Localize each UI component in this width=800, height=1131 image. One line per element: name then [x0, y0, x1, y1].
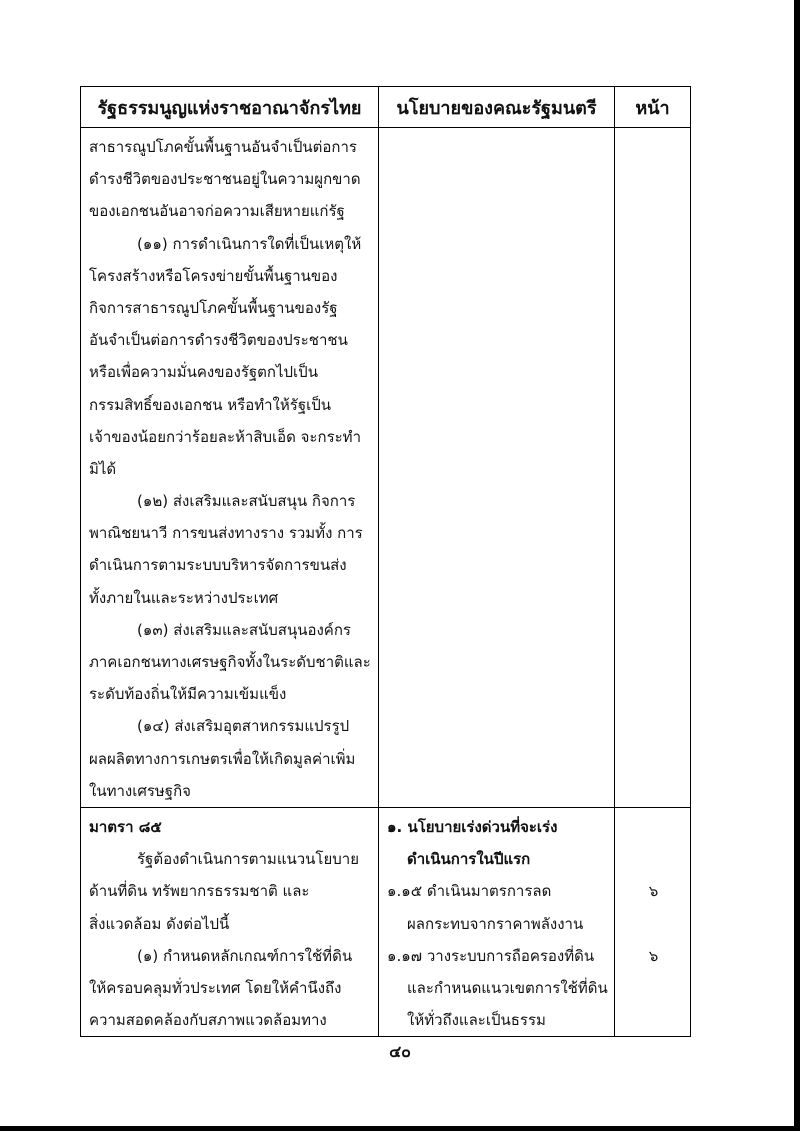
scan-edge-right — [794, 0, 800, 1131]
text-line: สาธารณูปโภคขั้นพื้นฐานอันจำเป็นต่อการ — [89, 138, 357, 156]
text-line: อันจำเป็นต่อการดำรงชีวิตของประชาชน — [89, 331, 348, 350]
text-line: ๑.๑๕ ดำเนินมาตรการลด — [387, 882, 552, 901]
text-line: กิจการสาธารณูปโภคขั้นพื้นฐานของรัฐ — [89, 298, 338, 317]
policy-heading: ดำเนินการในปีแรก — [407, 850, 531, 869]
page-ref: ๖ — [648, 946, 659, 965]
text-line: ผลกระทบจากราคาพลังงาน — [407, 914, 584, 933]
page-ref: ๖ — [648, 882, 659, 901]
text-line: (๑๓) ส่งเสริมและสนับสนุนองค์กร — [137, 620, 351, 639]
text-line: เจ้าของน้อยกว่าร้อยละห้าสิบเอ็ด จะกระทำ — [89, 427, 361, 446]
row1-constitution-cell — [81, 128, 379, 808]
text-line: ภาคเอกชนทางเศรษฐกิจทั้งในระดับชาติและ — [89, 653, 371, 671]
text-line: ด้านที่ดิน ทรัพยากรธรรมชาติ และ — [89, 882, 310, 901]
text-line: ดำรงชีวิตของประชาชนอยู่ในความผูกขาด — [89, 170, 361, 189]
text-line: และกำหนดแนวเขตการใช้ที่ดิน — [407, 978, 608, 997]
row2-constitution-cell — [81, 807, 379, 1036]
text-line: ความสอดคล้องกับสภาพแวดล้อมทาง — [89, 1011, 327, 1030]
text-line: (๑) กำหนดหลักเกณฑ์การใช้ที่ดิน — [137, 946, 353, 965]
text-line: มิได้ — [89, 459, 117, 478]
text-line: โครงสร้างหรือโครงข่ายขั้นพื้นฐานของ — [89, 266, 338, 285]
text-line: กรรมสิทธิ์ของเอกชน หรือทำให้รัฐเป็น — [89, 395, 331, 414]
table-header-row — [81, 87, 691, 128]
row2-page-cell — [615, 807, 691, 1036]
row1-page-cell — [615, 128, 691, 808]
text-line: พาณิชยนาวี การขนส่งทางราง รวมทั้ง การ — [89, 524, 363, 543]
text-line: ผลผลิตทางการเกษตรเพื่อให้เกิดมูลค่าเพิ่ม — [89, 749, 356, 768]
text-line: ระดับท้องถิ่นให้มีความเข้มแข็ง — [89, 685, 287, 704]
policy-comparison-table — [80, 86, 691, 1037]
text-line: สิ่งแวดล้อม ดังต่อไปนี้ — [89, 914, 230, 933]
scan-edge-bottom — [0, 1126, 800, 1131]
text-line: ให้ทั่วถึงและเป็นธรรม — [407, 1011, 546, 1030]
table-row — [81, 807, 691, 1036]
text-line: ๑.๑๗ วางระบบการถือครองที่ดิน — [387, 946, 595, 965]
header-cabinet-policy: นโยบายของคณะรัฐมนตรี — [379, 87, 615, 128]
row2-policy-cell — [379, 807, 615, 1036]
header-page: หน้า — [615, 87, 691, 128]
header-constitution: รัฐธรรมนูญแห่งราชอาณาจักรไทย — [81, 87, 379, 128]
text-line: ให้ครอบคลุมทั่วประเทศ โดยให้คำนึงถึง — [89, 978, 342, 997]
table-row — [81, 128, 691, 808]
text-line: ทั้งภายในและระหว่างประเทศ — [89, 588, 279, 607]
text-line: ดำเนินการตามระบบบริหารจัดการขนส่ง — [89, 556, 347, 575]
page-number: ๔๐ — [389, 1042, 411, 1061]
policy-heading: ๑. นโยบายเร่งด่วนที่จะเร่ง — [387, 817, 558, 836]
text-line: ของเอกชนอันอาจก่อความเสียหายแก่รัฐ — [89, 202, 345, 221]
text-line: (๑๑) การดำเนินการใดที่เป็นเหตุให้ — [137, 234, 362, 253]
section-heading: มาตรา ๘๕ — [89, 817, 162, 836]
text-line: หรือเพื่อความมั่นคงของรัฐตกไปเป็น — [89, 363, 318, 382]
text-line: (๑๒) ส่งเสริมและสนับสนุน กิจการ — [137, 492, 356, 511]
text-line: (๑๔) ส่งเสริมอุตสาหกรรมแปรรูป — [137, 717, 350, 736]
text-line: รัฐต้องดำเนินการตามแนวนโยบาย — [137, 850, 359, 869]
text-line: ในทางเศรษฐกิจ — [89, 781, 191, 800]
row1-policy-cell — [379, 128, 615, 808]
